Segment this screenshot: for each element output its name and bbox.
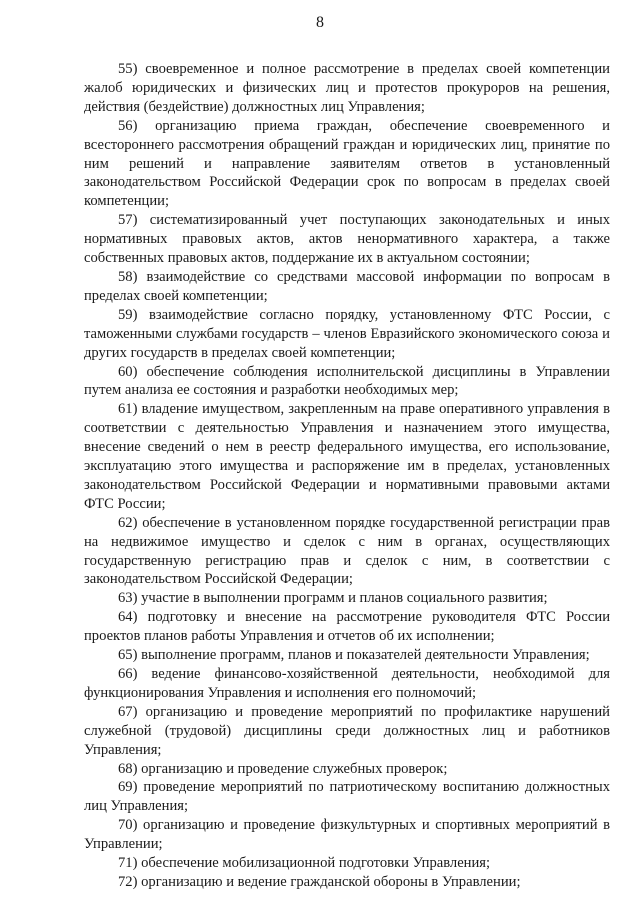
page-number: 8: [316, 14, 324, 31]
paragraph-63: 63) участие в выполнении программ и планов социального развития;: [118, 590, 548, 607]
paragraph-72: 72) организацию и ведение гражданской обороны в Управлении;: [118, 873, 521, 890]
paragraph-56: 56) организацию приема граждан, обеспечение своевременного и всестороннего рассмотрения обращений граждан и юридических лиц, принятие по ним решений и направление заявителям ответов в установленный законодательством Российской Федерации срок по вопросам в пределах своей компетенции;: [84, 117, 610, 210]
paragraph-61: 61) владение имуществом, закрепленным на праве оперативного управления в соответствии с деятельностью Управления и назначением этого имущества, внесение сведений о нем в реестр федерального имущества, его использование, эксплуатацию этого имущества и распоряжение им в пределах, установленных законодательством Российской Федерации и нормативными правовыми актами ФТС России;: [84, 401, 610, 512]
paragraph-64: 64) подготовку и внесение на рассмотрение руководителя ФТС России проектов планов работы Управления и отчетов об их исполнении;: [84, 609, 610, 645]
paragraph-70: 70) организацию и проведение физкультурных и спортивных мероприятий в Управлении;: [84, 817, 610, 853]
paragraph-58: 58) взаимодействие со средствами массовой информации по вопросам в пределах своей компетенции;: [84, 268, 610, 304]
paragraph-69: 69) проведение мероприятий по патриотическому воспитанию должностных лиц Управления;: [84, 779, 610, 815]
paragraph-66: 66) ведение финансово-хозяйственной деятельности, необходимой для функционирования Управления и исполнения его полномочий;: [84, 666, 610, 701]
paragraph-60: 60) обеспечение соблюдения исполнительской дисциплины в Управлении путем анализа ее состояния и разработки необходимых мер;: [84, 363, 610, 399]
paragraph-59: 59) взаимодействие согласно порядку, установленному ФТС России, с таможенными службами государств – членов Евразийского экономического союза и других государств в пределах своей компетенции;: [84, 306, 610, 361]
paragraph-55: 55) своевременное и полное рассмотрение в пределах своей компетенции жалоб юридических и физических лиц и протестов прокуроров на решения, действия (бездействие) должностных лиц Управления;: [84, 61, 610, 115]
paragraph-57: 57) систематизированный учет поступающих законодательных и иных нормативных правовых актов, актов ненормативного характера, а также собственных правовых актов, поддержание их в актуальном состоянии;: [84, 212, 610, 267]
document-body: [84, 60, 610, 892]
paragraph-68: 68) организацию и проведение служебных проверок;: [118, 760, 448, 777]
paragraph-62: 62) обеспечение в установленном порядке государственной регистрации прав на недвижимое имущество и сделок с ним в органах, осуществляющих государственную регистрацию прав и сделок с ним, в соответствии с законодательством Российской Федерации;: [84, 514, 610, 588]
paragraph-67: 67) организацию и проведение мероприятий по профилактике нарушений служебной (трудовой) дисциплины среди должностных лиц и работников Управления;: [84, 703, 610, 758]
paragraph-71: 71) обеспечение мобилизационной подготовки Управления;: [118, 855, 491, 872]
paragraph-65: 65) выполнение программ, планов и показателей деятельности Управления;: [118, 647, 590, 664]
